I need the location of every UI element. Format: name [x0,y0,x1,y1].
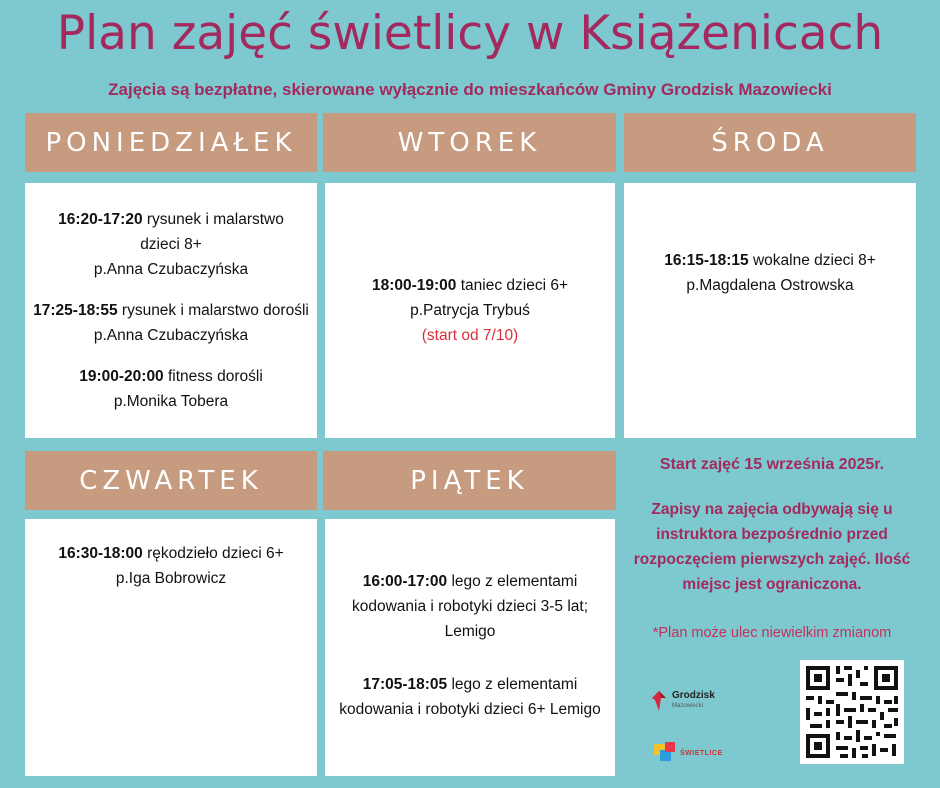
grodzisk-logo-name: Grodzisk [672,690,715,701]
entry-activity: lego z elementami kodowania i robotyki dzieci 3-5 lat; Lemigo [351,573,589,640]
registration-info: Zapisy na zajęcia odbywają się u instruktora bezpośrednio przed rozpoczęciem pierwszych zajęć. Ilość miejsc jest ograniczona. [633,501,911,593]
schedule-card-thursday [25,519,317,776]
swietlice-logo-label: ŚWIETLICE [680,749,723,757]
entry-activity: fitness dorośli [168,368,263,385]
qr-code-icon[interactable] [800,660,904,764]
entry-note: (start od 7/10) [421,327,519,344]
entry-time: 16:30-18:00 [58,545,143,562]
page-subtitle: Zajęcia są bezpłatne, skierowane wyłącznie do mieszkańców Gminy Grodzisk Mazowiecki [108,80,832,99]
entry-time: 16:00-17:00 [362,573,448,590]
grodzisk-emblem-icon [650,690,668,712]
entry-teacher: p.Anna Czubaczyńska [93,261,249,278]
schedule-card-wednesday [624,183,916,438]
entry-time: 18:00-19:00 [371,277,457,294]
entry-activity: wokalne dzieci 8+ [752,252,876,269]
schedule-entry [325,569,615,644]
entry-activity: taniec dzieci 6+ [460,277,569,294]
page-title: Plan zajęć świetlicy w Książenicach [56,6,884,61]
schedule-entry [664,248,876,298]
day-header-tuesday: WTOREK [323,113,616,172]
schedule-entry [58,541,283,591]
day-header-thursday: CZWARTEK [25,451,317,510]
schedule-card-tuesday [325,183,615,438]
day-header-friday: PIĄTEK [323,451,616,510]
entry-teacher: p.Iga Bobrowicz [115,570,227,587]
day-header-wednesday: ŚRODA [624,113,916,172]
entry-time: 16:15-18:15 [664,252,749,269]
entry-activity: rękodzieło dzieci 6+ [147,545,284,562]
entry-activity: rysunek i malarstwo dorośli [121,302,309,319]
entry-time: 17:05-18:05 [362,676,448,693]
schedule-entry [33,298,309,348]
day-header-monday: PONIEDZIAŁEK [25,113,317,172]
schedule-entry [325,672,615,722]
entry-activity: lego z elementami kodowania i robotyki dzieci 6+ Lemigo [339,676,601,718]
schedule-entry [79,364,263,414]
schedule-entry [372,273,568,348]
schedule-card-friday [325,519,615,776]
entry-teacher: p.Monika Tobera [113,393,229,410]
entry-time: 17:25-18:55 [33,302,118,319]
swietlice-emblem-icon [654,742,676,764]
entry-teacher: p.Anna Czubaczyńska [93,327,249,344]
grodzisk-logo [650,686,740,716]
schedule-entry [25,207,317,282]
plan-change-note: *Plan może ulec niewielkim zmianom [652,625,892,641]
start-date-text: Start zajęć 15 września 2025r. [659,456,885,473]
entry-time: 19:00-20:00 [79,368,164,385]
entry-activity: rysunek i malarstwo dzieci 8+ [140,211,284,253]
swietlice-logo [654,738,744,768]
entry-time: 16:20-17:20 [58,211,143,228]
entry-teacher: p.Patrycja Trybuś [410,302,530,319]
grodzisk-logo-sub: Mazowiecki [672,703,704,709]
schedule-card-monday [25,183,317,438]
entry-teacher: p.Magdalena Ostrowska [686,277,854,294]
